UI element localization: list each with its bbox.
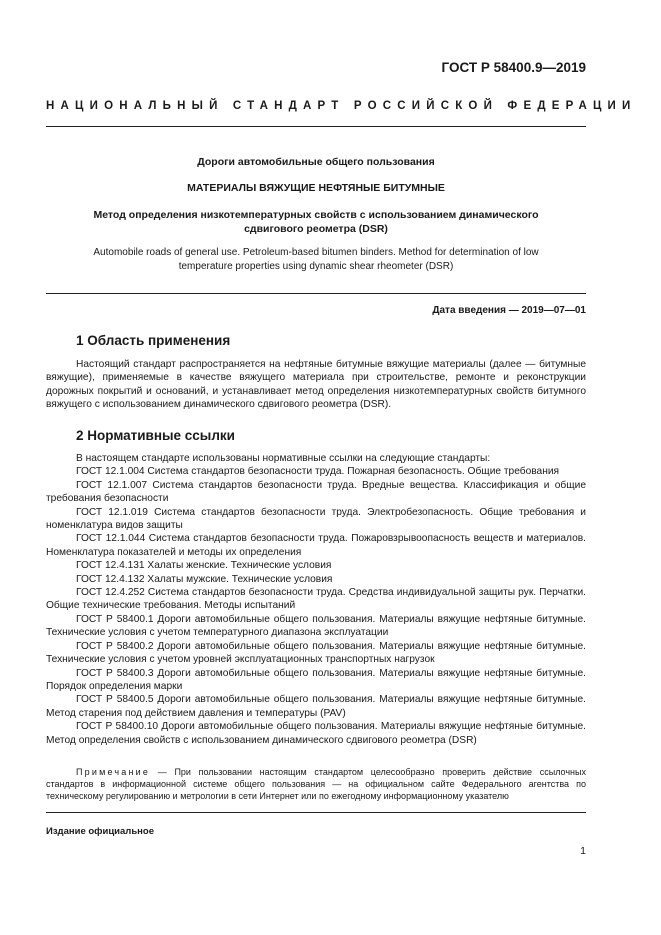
title-line-3: Метод определения низкотемпературных свойств с использованием динамического сдвигового реометра (DSR) [93, 209, 539, 235]
title-divider [46, 293, 586, 294]
english-title: Automobile roads of general use. Petroleum-based bitumen binders. Method for determination of low temperature properties using dynamic shear rheometer (DSR) [93, 247, 539, 272]
note-label: Примечание [76, 767, 151, 777]
reference-paragraph: ГОСТ 12.1.044 Система стандартов безопасности труда. Пожаровзрывоопасность веществ и материалов. Номенклатура показателей и методы их определения [46, 533, 586, 558]
section-1-text [46, 358, 586, 412]
reference-paragraph: ГОСТ Р 58400.1 Дороги автомобильные общего пользования. Материалы вяжущие нефтяные битумные. Технические условия с учетом температурного диапазона эксплуатации [46, 613, 586, 639]
top-divider [46, 126, 586, 127]
reference-paragraph: ГОСТ 12.1.004 Система стандартов безопасности труда. Пожарная безопасность. Общие требования [76, 466, 560, 478]
footer-divider [46, 812, 586, 813]
section-2-heading: 2 Нормативные ссылки [76, 428, 235, 443]
reference-paragraph: ГОСТ 12.1.019 Система стандартов безопасности труда. Электробезопасность. Общие требования и номенклатура видов защиты [46, 506, 586, 532]
introduction-date: Дата введения — 2019—07—01 [432, 305, 586, 316]
reference-paragraph: В настоящем стандарте использованы нормативные ссылки на следующие стандарты: [76, 453, 491, 464]
section-2-references [46, 452, 586, 747]
note-text: — При пользовании настоящим стандартом целесообразно проверить действие ссылочных стандартов в информационной системе общего пользования — на официальном сайте Федерального агентства по техническому регулированию и метрологии в сети Интернет или по ежегодному информационному указателю [46, 767, 586, 801]
section-1-paragraph: Настоящий стандарт распространяется на нефтяные битумные вяжущие материалы (далее — битумные вяжущие), применяемые в качестве вяжущего материала при строительстве, ремонте и реконструкции дорожных покрытий и оснований, и устанавливает метод определения низкотемпературных свойств битумного вяжущего с использованием динамического сдвигового реометра (DSR). [46, 359, 586, 411]
reference-paragraph: ГОСТ Р 58400.10 Дороги автомобильные общего пользования. Материалы вяжущие нефтяные битумные. Метод определения свойств с использованием динамического сдвигового реометра (DSR) [46, 721, 586, 746]
title-line-1: Дороги автомобильные общего пользования [197, 156, 435, 168]
reference-paragraph: ГОСТ 12.4.131 Халаты женские. Технические условия [76, 560, 332, 572]
reference-paragraph: ГОСТ 12.1.007 Система стандартов безопасности труда. Вредные вещества. Классификация и общие требования безопасности [46, 479, 586, 505]
document-code: ГОСТ Р 58400.9—2019 [441, 60, 586, 75]
page-number: 1 [580, 845, 586, 857]
reference-paragraph: ГОСТ 12.4.252 Система стандартов безопасности труда. Средства индивидуальной защиты рук. Перчатки. Общие технические требования. Методы испытаний [46, 587, 586, 612]
reference-paragraph: ГОСТ Р 58400.3 Дороги автомобильные общего пользования. Материалы вяжущие нефтяные битумные. Порядок определения марки [46, 667, 586, 692]
title-line-2: МАТЕРИАЛЫ ВЯЖУЩИЕ НЕФТЯНЫЕ БИТУМНЫЕ [187, 182, 445, 194]
national-standard-banner: НАЦИОНАЛЬНЫЙ СТАНДАРТ РОССИЙСКОЙ ФЕДЕРАЦИИ [46, 100, 637, 112]
official-edition-label: Издание официальное [46, 826, 154, 837]
section-1-heading: 1 Область применения [76, 333, 231, 348]
reference-paragraph: ГОСТ 12.4.132 Халаты мужские. Технические условия [76, 573, 333, 585]
reference-paragraph: ГОСТ Р 58400.5 Дороги автомобильные общего пользования. Материалы вяжущие нефтяные битумные. Метод старения под действием давления и температуры (PAV) [46, 694, 586, 719]
note-block [46, 766, 586, 802]
reference-paragraph: ГОСТ Р 58400.2 Дороги автомобильные общего пользования. Материалы вяжущие нефтяные битумные. Технические условия с учетом уровней эксплуатационных транспортных нагрузок [46, 640, 586, 666]
